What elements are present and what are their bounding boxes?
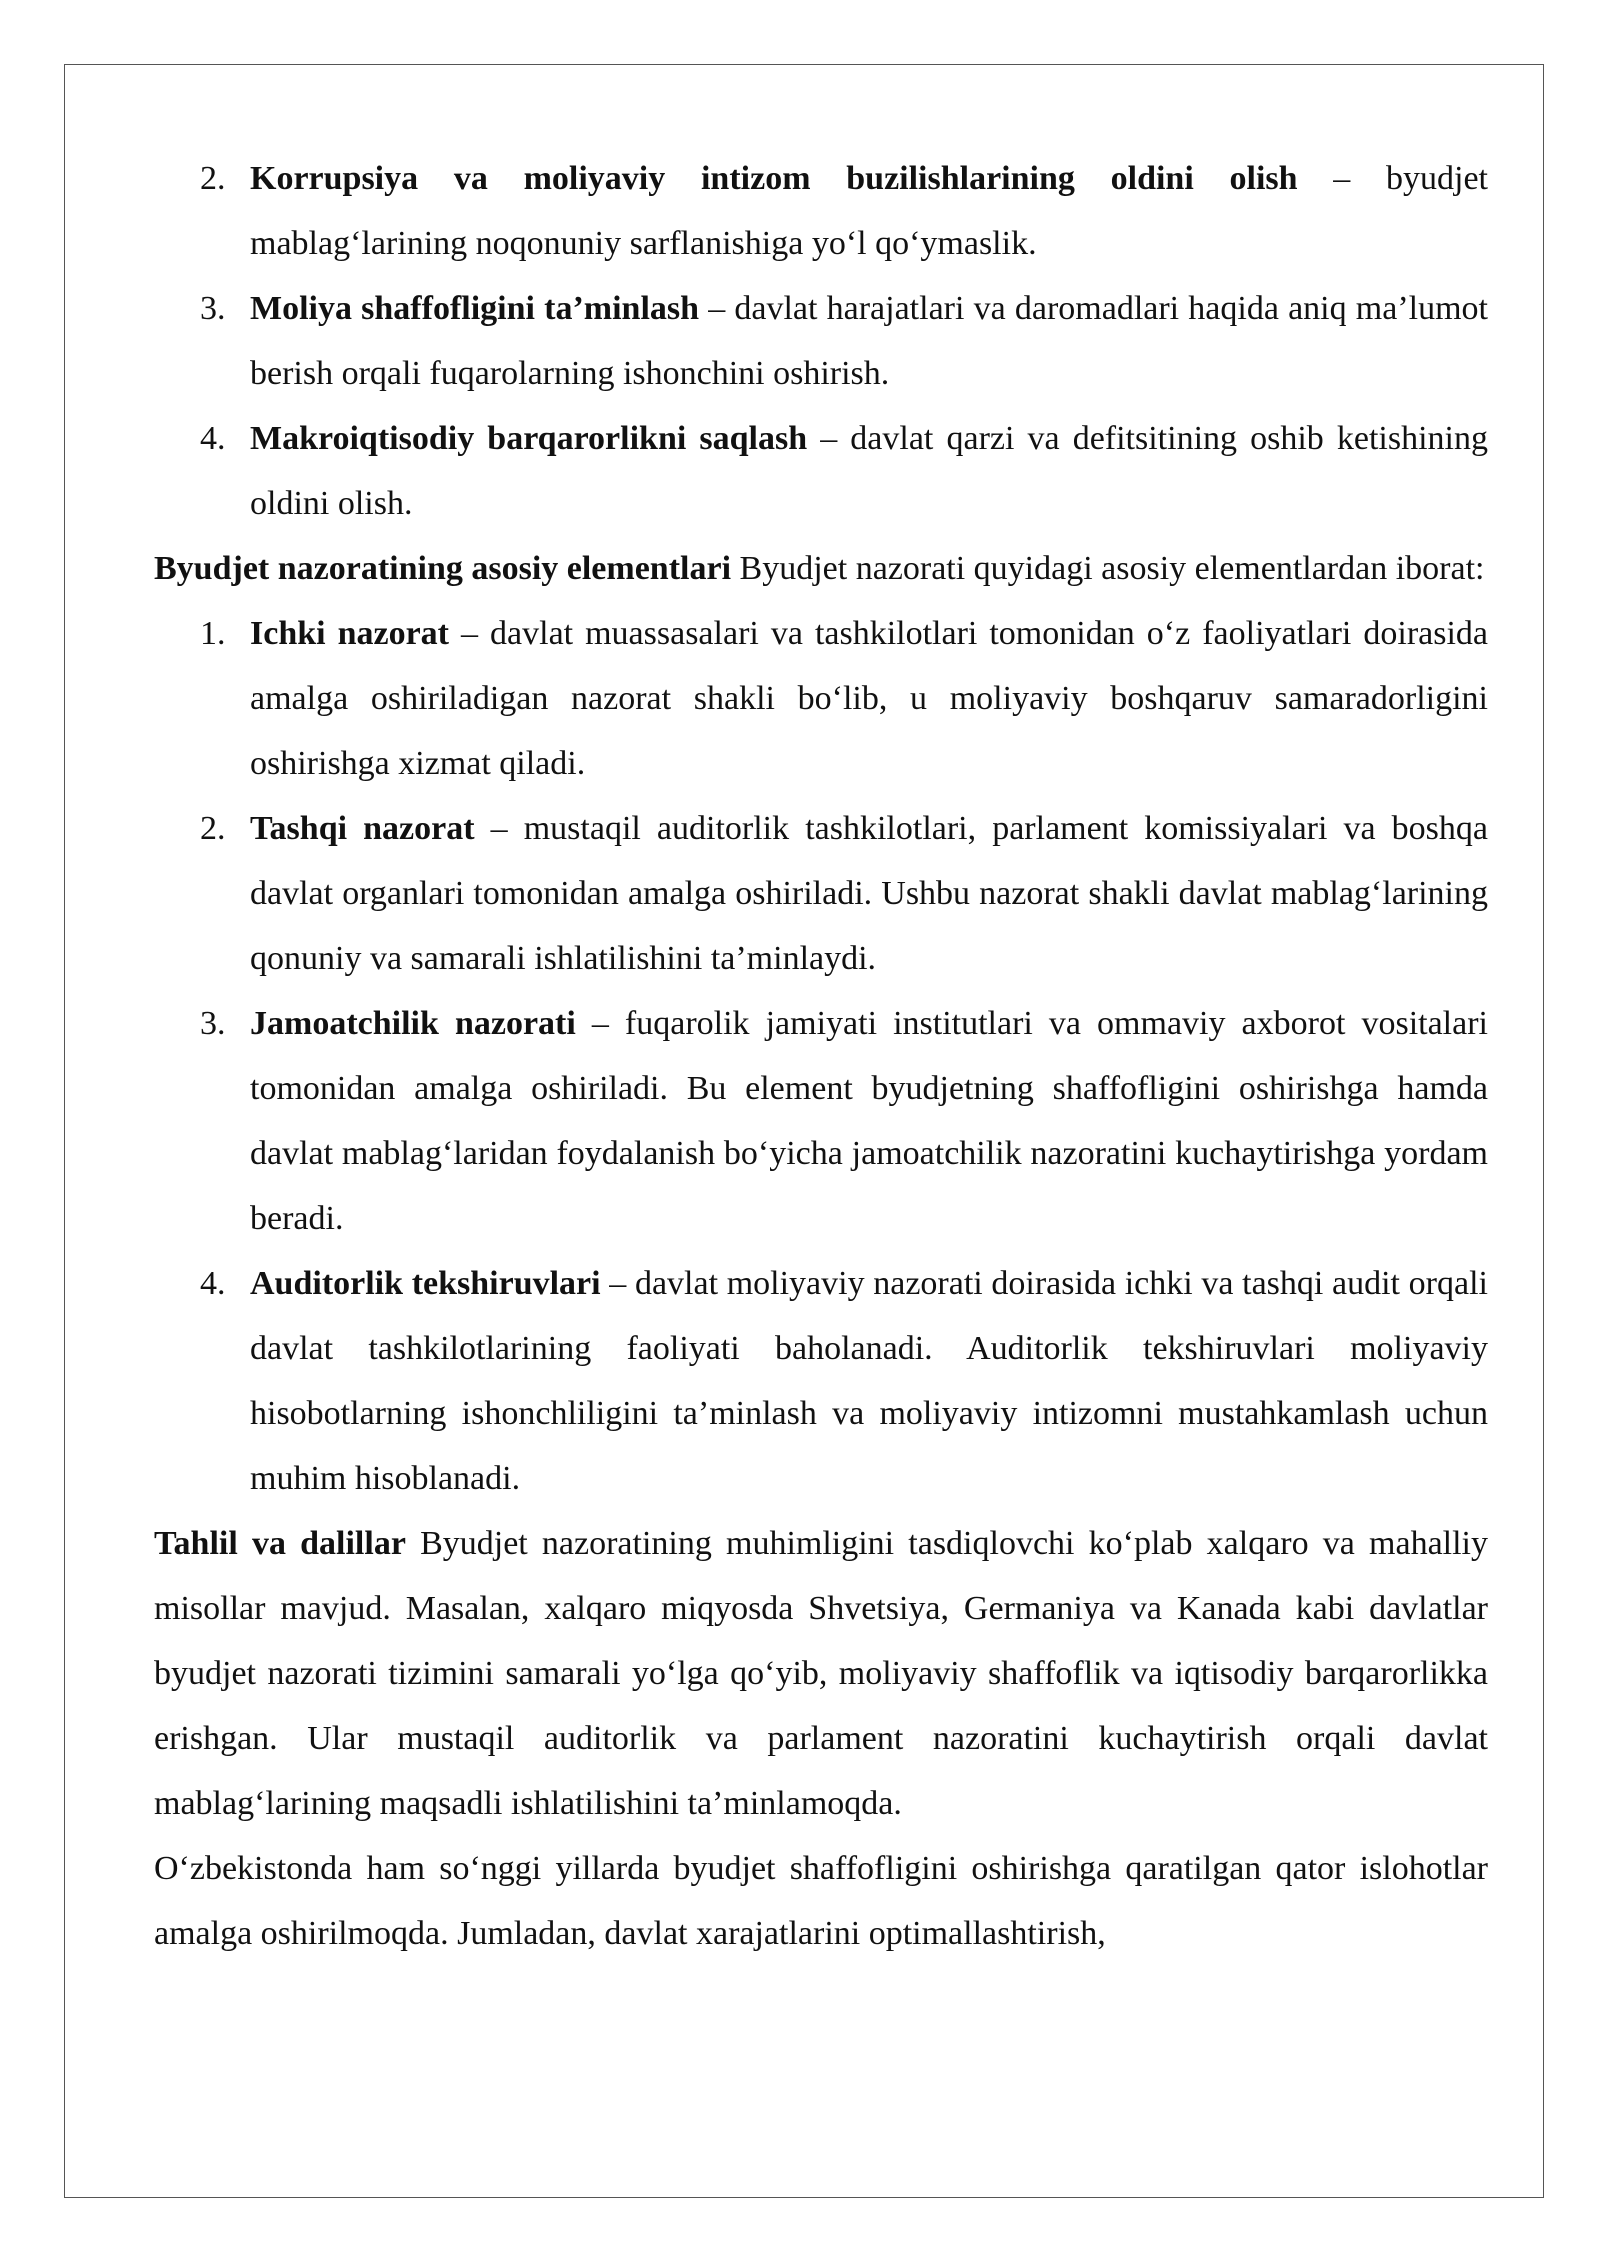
list-item	[154, 406, 1488, 536]
list-term: Ichki nazorat	[250, 615, 450, 652]
list-text: – davlat moliyaviy nazorati doirasida ichki va tashqi audit orqali davlat tashkilotlarining faoliyati baholanadi. Auditorlik tekshiruvlari moliyaviy hisobotlarning ishonchliligini ta’minlash va moliyaviy intizomni mustahkamlash uchun muhim hisoblanadi.	[250, 1265, 1488, 1497]
list-item	[154, 991, 1488, 1251]
document-body	[154, 146, 1488, 1966]
list-number: 2.	[200, 810, 226, 847]
list-text: – davlat harajatlari va daromadlari haqida aniq ma’lumot berish orqali fuqarolarning ishonchini oshirish.	[250, 290, 1488, 392]
list-item	[154, 1251, 1488, 1511]
uzbekistan-paragraph: O‘zbekistonda ham so‘nggi yillarda byudjet shaffofligini oshirishga qaratilgan qator islohotlar amalga oshirilmoqda. Jumladan, davlat xarajatlarini optimallashtirish,	[154, 1850, 1488, 1952]
section-elements-paragraph	[154, 536, 1488, 601]
list-term: Korrupsiya va moliyaviy intizom buzilishlarining oldini olish	[250, 160, 1298, 197]
list-number: 3.	[200, 1005, 226, 1042]
list-number: 4.	[200, 420, 226, 457]
list-number: 4.	[200, 1265, 226, 1302]
list-text: – byudjet mablag‘larining noqonuniy sarflanishiga yo‘l qo‘ymaslik.	[250, 160, 1488, 262]
list-term: Jamoatchilik nazorati	[250, 1005, 576, 1042]
list-item	[154, 146, 1488, 276]
section-heading: Byudjet nazoratining asosiy elementlari	[154, 550, 732, 587]
list-text: – mustaqil auditorlik tashkilotlari, parlament komissiyalari va boshqa davlat organlari tomonidan amalga oshiriladi. Ushbu nazorat shakli davlat mablag‘larining qonuniy va samarali ishlatilishini ta’minlaydi.	[250, 810, 1489, 977]
section-text: Byudjet nazorati quyidagi asosiy elementlardan iborat:	[731, 550, 1485, 587]
list-term: Tashqi nazorat	[250, 810, 475, 847]
list-item	[154, 601, 1488, 796]
elements-list	[154, 601, 1488, 1511]
section-text: Byudjet nazoratining muhimligini tasdiqlovchi ko‘plab xalqaro va mahalliy misollar mavjud. Masalan, xalqaro miqyosda Shvetsiya, Germaniya va Kanada kabi davlatlar byudjet nazorati tizimini samarali yo‘lga qo‘yib, moliyaviy shaffoflik va iqtisodiy barqarorlikka erishgan. Ular mustaqil auditorlik va parlament nazoratini kuchaytirish orqali davlat mablag‘larining maqsadli ishlatilishini ta’minlamoqda.	[154, 1525, 1488, 1822]
list-number: 3.	[200, 290, 226, 327]
list-number: 2.	[200, 160, 226, 197]
list-term: Moliya shaffofligini ta’minlash	[250, 290, 700, 327]
list-text: – davlat qarzi va defitsitining oshib ketishining oldini olish.	[250, 420, 1488, 522]
list-term: Auditorlik tekshiruvlari	[250, 1265, 601, 1302]
list-text: – fuqarolik jamiyati institutlari va ommaviy axborot vositalari tomonidan amalga oshiriladi. Bu element byudjetning shaffofligini oshirishga hamda davlat mablag‘laridan foydalanish bo‘yicha jamoatchilik nazoratini kuchaytirishga yordam beradi.	[250, 1005, 1488, 1237]
list-item	[154, 276, 1488, 406]
list-number: 1.	[200, 615, 226, 652]
list-term: Makroiqtisodiy barqarorlikni saqlash	[250, 420, 808, 457]
goals-list	[154, 146, 1488, 536]
list-text: – davlat muassasalari va tashkilotlari tomonidan o‘z faoliyatlari doirasida amalga oshiriladigan nazorat shakli bo‘lib, u moliyaviy boshqaruv samaradorligini oshirishga xizmat qiladi.	[250, 615, 1489, 782]
section-analysis-paragraph	[154, 1511, 1488, 1836]
list-item	[154, 796, 1488, 991]
section-heading: Tahlil va dalillar	[154, 1525, 406, 1562]
